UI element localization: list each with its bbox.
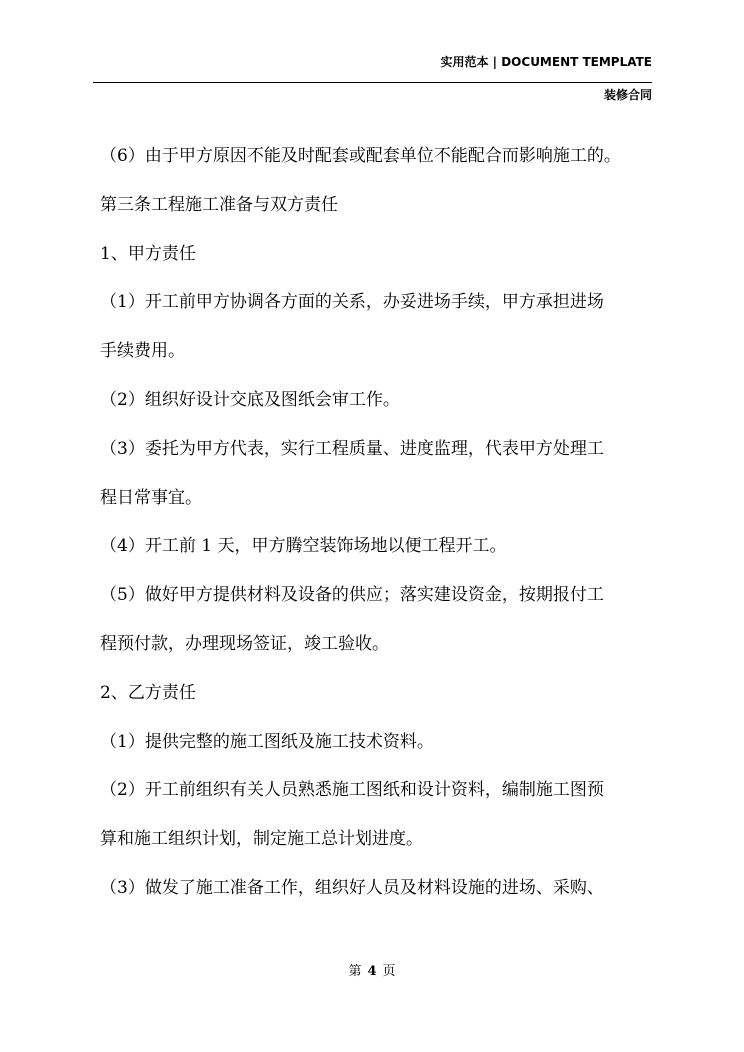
body-line: 算和施工组织计划，制定施工总计划进度。 <box>100 829 423 850</box>
body-line: （6）由于甲方原因不能及时配套或配套单位不能配合而影响施工的。 <box>100 146 621 166</box>
body-line: （2）组织好设计交底及图纸会审工作。 <box>100 389 400 410</box>
body-line: （3）做发了施工准备工作，组织好人员及材料设施的进场、采购、 <box>100 877 604 898</box>
body-line: （3）委托为甲方代表，实行工程质量、进度监理，代表甲方处理工 <box>100 438 604 459</box>
body-line: （1）开工前甲方协调各方面的关系，办妥进场手续，甲方承担进场 <box>100 292 604 313</box>
subsection-heading: 1、甲方责任 <box>100 243 196 264</box>
body-line: （5）做好甲方提供材料及设备的供应；落实建设资金，按期报付工 <box>100 585 604 606</box>
body-line: （2）开工前组织有关人员熟悉施工图纸和设计资料，编制施工图预 <box>100 780 604 801</box>
footer-prefix: 第 <box>348 964 362 979</box>
body-line: （1）提供完整的施工图纸及施工技术资料。 <box>100 731 434 752</box>
body-line: 程预付款，办理现场签证，竣工验收。 <box>100 633 389 654</box>
body-line: 手续费用。 <box>100 341 185 362</box>
header-subtitle: 装修合同 <box>603 88 652 102</box>
document-body <box>100 138 660 919</box>
header-divider <box>93 82 652 83</box>
footer-suffix: 页 <box>382 964 396 979</box>
subsection-heading: 2、乙方责任 <box>100 682 196 703</box>
header-title: 实用范本 | DOCUMENT TEMPLATE <box>440 55 652 69</box>
body-line: 程日常事宜。 <box>100 487 202 508</box>
section-heading: 第三条工程施工准备与双方责任 <box>100 194 338 215</box>
page-number: 4 <box>367 964 377 979</box>
page-footer <box>0 962 744 982</box>
page-header <box>93 52 652 105</box>
body-line: （4）开工前 1 天，甲方腾空装饰场地以便工程开工。 <box>100 536 507 557</box>
